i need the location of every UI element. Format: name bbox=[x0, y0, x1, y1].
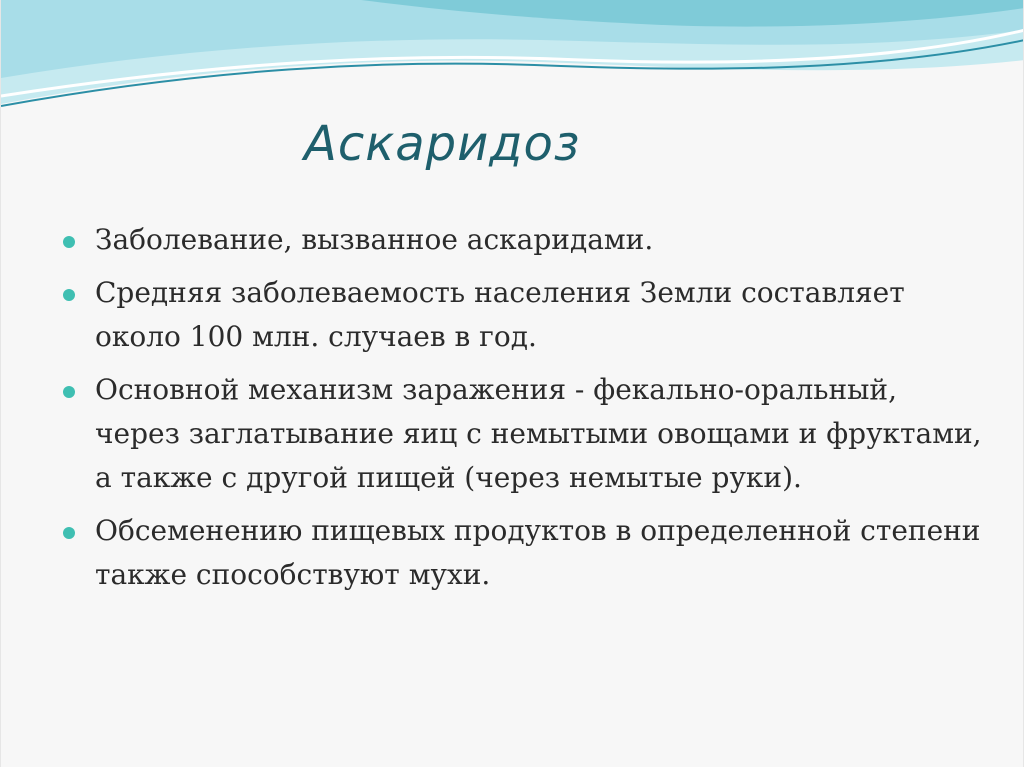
bullet-list bbox=[63, 218, 983, 606]
bullet-item bbox=[63, 368, 983, 500]
bullet-dot-icon bbox=[63, 289, 75, 301]
bullet-dot-icon bbox=[63, 386, 75, 398]
bullet-dot-icon bbox=[63, 236, 75, 248]
bullet-item bbox=[63, 509, 983, 597]
bullet-dot-icon bbox=[63, 527, 75, 539]
slide-title: Аскаридоз bbox=[304, 116, 581, 172]
bullet-text: Заболевание, вызванное аскаридами. bbox=[95, 223, 654, 256]
bullet-item bbox=[63, 218, 983, 262]
bullet-text: Основной механизм заражения - фекально-оральный, через заглатывание яиц с немытыми овощами и фруктами, а также с другой пищей (через немытые руки). bbox=[95, 373, 982, 494]
bullet-item bbox=[63, 271, 983, 359]
bullet-text: Обсеменению пищевых продуктов в определенной степени также способствуют мухи. bbox=[95, 514, 981, 591]
bullet-text: Средняя заболеваемость населения Земли составляет около 100 млн. случаев в год. bbox=[95, 276, 905, 353]
